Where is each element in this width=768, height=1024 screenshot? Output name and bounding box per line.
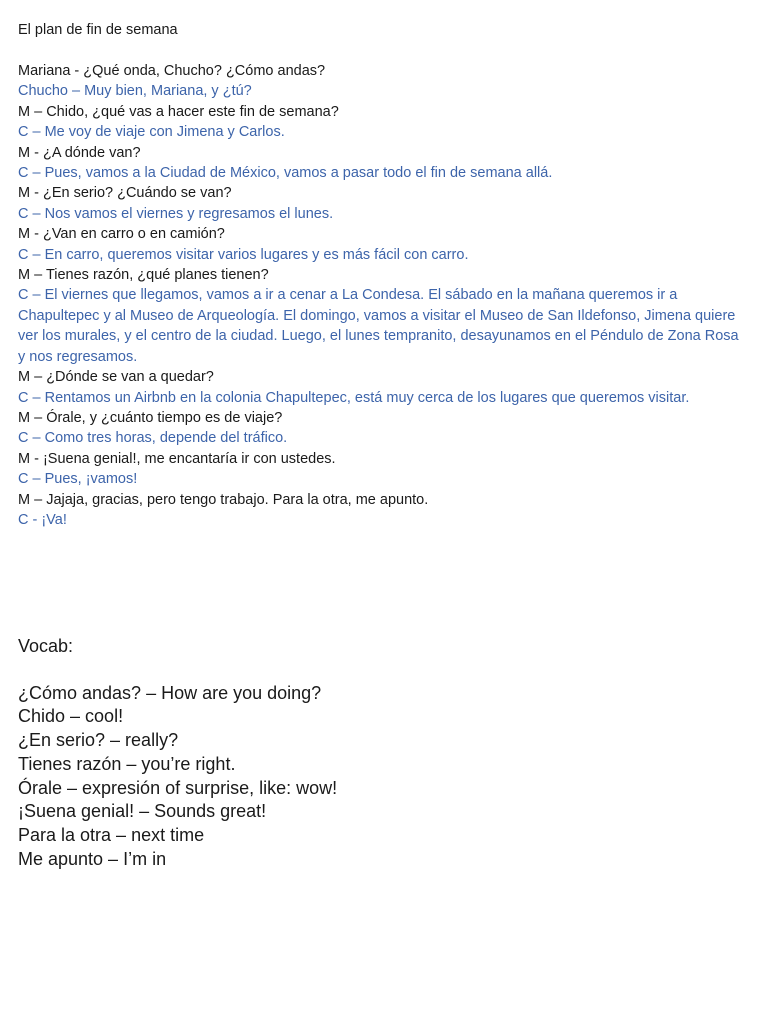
dialogue-line: M – ¿Dónde se van a quedar? xyxy=(18,369,214,386)
dialogue-line: C - ¡Va! xyxy=(18,511,67,528)
dialogue-line: M - ¿A dónde van? xyxy=(18,144,141,161)
dialogue-line: M – Chido, ¿qué vas a hacer este fin de semana? xyxy=(18,103,339,120)
vocab-item: Me apunto – I’m in xyxy=(18,849,167,870)
dialogue-line: M – Órale, y ¿cuánto tiempo es de viaje? xyxy=(18,409,283,426)
vocab-item: Órale – expresión of surprise, like: wow! xyxy=(18,777,338,798)
dialogue-line: M - ¿En serio? ¿Cuándo se van? xyxy=(18,185,232,202)
dialogue-line: C – Pues, ¡vamos! xyxy=(18,471,138,488)
dialogue-line: C – Me voy de viaje con Jimena y Carlos. xyxy=(18,124,285,141)
dialogue-line: Chucho – Muy bien, Mariana, y ¿tú? xyxy=(18,83,252,100)
dialogue-line: M - ¡Suena genial!, me encantaría ir con ustedes. xyxy=(18,450,336,467)
document-title: El plan de fin de semana xyxy=(18,22,178,38)
dialogue-line: C – Nos vamos el viernes y regresamos el lunes. xyxy=(18,205,334,222)
dialogue-line: C – Rentamos un Airbnb en la colonia Chapultepec, está muy cerca de los lugares que queremos visitar. xyxy=(18,389,690,406)
vocab-item: Chido – cool! xyxy=(18,706,124,727)
vocab-item: Tienes razón – you’re right. xyxy=(18,753,236,774)
dialogue-line: C – El viernes que llegamos, vamos a ir a cenar a La Condesa. El sábado en la mañana queremos ir a Chapultepec y al Museo de Arqueología. El domingo, vamos a visitar el Museo de San Ildefonso, Jimena quiere ver los murales, y el centro de la ciudad. Luego, el lunes tempranito, desayunamos en el Péndulo de Zona Rosa y nos regresamos. xyxy=(18,287,739,365)
dialogue xyxy=(18,61,744,530)
vocab-item: ¿En serio? – really? xyxy=(18,730,179,751)
vocab-item: ¡Suena genial! – Sounds great! xyxy=(18,801,267,822)
dialogue-line: M – Jajaja, gracias, pero tengo trabajo. Para la otra, me apunto. xyxy=(18,491,429,508)
vocab-item: ¿Cómo andas? – How are you doing? xyxy=(18,682,322,703)
dialogue-line: C – En carro, queremos visitar varios lugares y es más fácil con carro. xyxy=(18,246,469,263)
document-page xyxy=(18,20,744,530)
dialogue-line: M - ¿Van en carro o en camión? xyxy=(18,226,225,243)
dialogue-line: Mariana - ¿Qué onda, Chucho? ¿Cómo andas? xyxy=(18,63,326,79)
dialogue-line: C – Pues, vamos a la Ciudad de México, vamos a pasar todo el fin de semana allá. xyxy=(18,165,553,182)
vocab-item: Para la otra – next time xyxy=(18,825,205,846)
vocab-heading: Vocab: xyxy=(18,636,74,656)
vocab-section xyxy=(18,634,744,872)
dialogue-line: M – Tienes razón, ¿qué planes tienen? xyxy=(18,267,269,284)
dialogue-line: C – Como tres horas, depende del tráfico. xyxy=(18,430,288,447)
